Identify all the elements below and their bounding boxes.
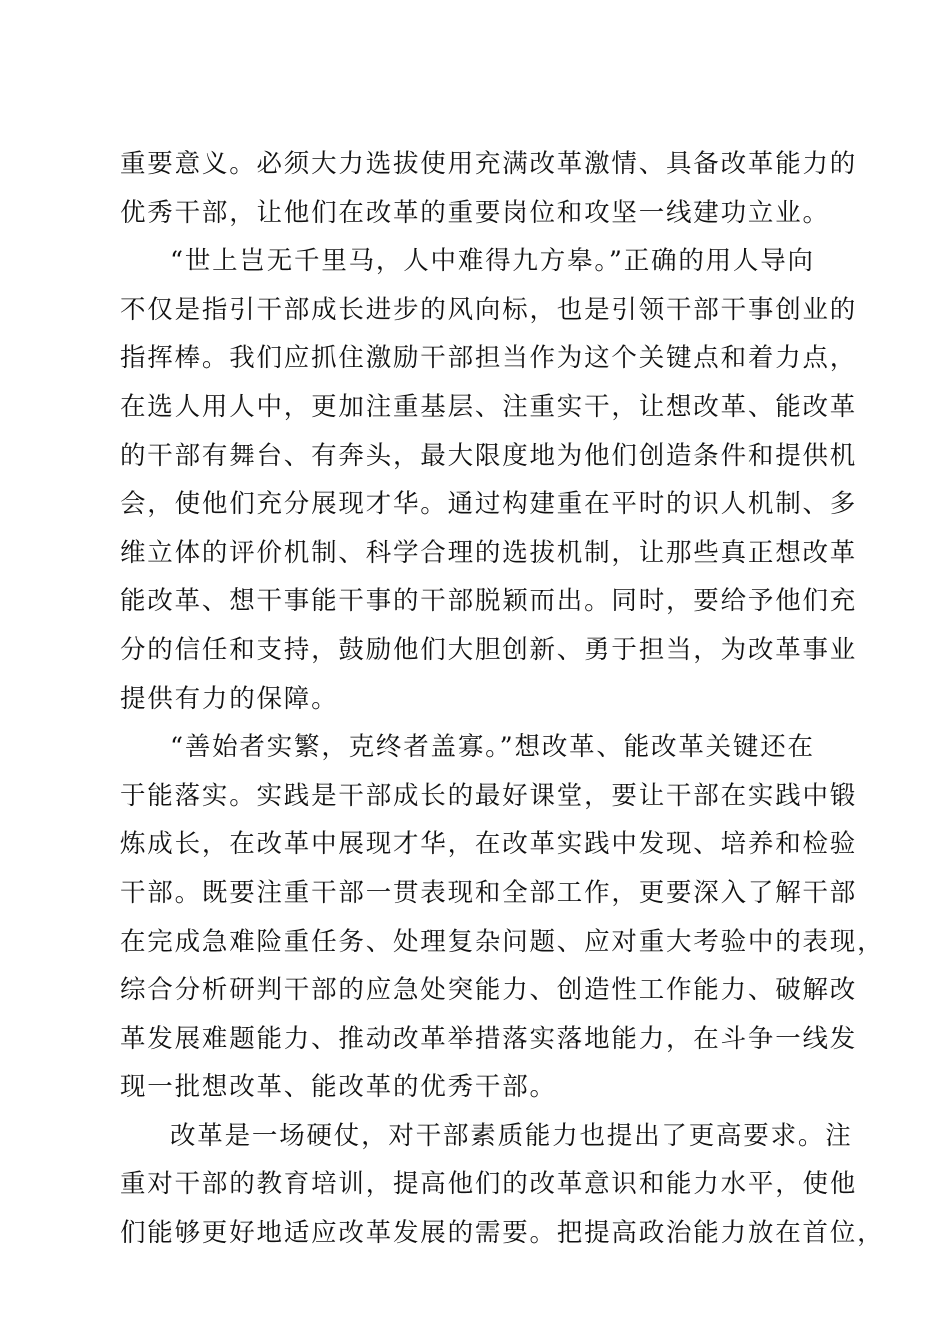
text-line: 提供有力的保障。 [120, 683, 339, 714]
text-line: 重要意义。必须大力选拔使用充满改革激情、具备改革能力的 [120, 149, 858, 179]
text-line: 能改革、想干事能干事的干部脱颖而出。同时，要给予他们充 [120, 586, 858, 617]
text-line: 干部。既要注重干部一贯表现和全部工作，更要深入了解干部 [120, 877, 858, 908]
text-line: 分的信任和支持，鼓励他们大胆创新、勇于担当，为改革事业 [120, 634, 858, 665]
text-line: 现一批想改革、能改革的优秀干部。 [120, 1072, 557, 1103]
text-line: 炼成长，在改革中展现才华，在改革实践中发现、培养和检验 [120, 829, 858, 860]
text-line: 重对干部的教育培训，提高他们的改革意识和能力水平，使他 [120, 1169, 858, 1200]
text-line: 指挥棒。我们应抓住激励干部担当作为这个关键点和着力点， [120, 343, 858, 374]
text-line: 在选人用人中，更加注重基层、注重实干，让想改革、能改革 [120, 391, 858, 422]
body-text [120, 140, 885, 1258]
text-line: 维立体的评价机制、科学合理的选拔机制，让那些真正想改革 [120, 537, 858, 568]
text-line: 们能够更好地适应改革发展的需要。把提高政治能力放在首位， [120, 1218, 885, 1249]
text-line: 的干部有舞台、有奔头，最大限度地为他们创造条件和提供机 [120, 440, 858, 471]
paragraph-start-line: “善始者实繁，克终者盖寡。”想改革、能改革关键还在 [170, 732, 815, 763]
paragraph-start-line: 改革是一场硬仗，对干部素质能力也提出了更高要求。注 [170, 1120, 853, 1151]
text-line: 革发展难题能力、推动改革举措落实落地能力，在斗争一线发 [120, 1023, 858, 1054]
text-line: 会，使他们充分展现才华。通过构建重在平时的识人机制、多 [120, 489, 858, 520]
text-line: 综合分析研判干部的应急处突能力、创造性工作能力、破解改 [120, 975, 858, 1006]
text-line: 不仅是指引干部成长进步的风向标，也是引领干部干事创业的 [120, 294, 858, 325]
text-line: 于能落实。实践是干部成长的最好课堂，要让干部在实践中锻 [120, 780, 858, 811]
paragraph-start-line: “世上岂无千里马，人中难得九方皋。”正确的用人导向 [170, 246, 815, 277]
text-line: 优秀干部，让他们在改革的重要岗位和攻坚一线建功立业。 [120, 197, 830, 228]
text-line: 在完成急难险重任务、处理复杂问题、应对重大考验中的表现， [120, 926, 885, 957]
